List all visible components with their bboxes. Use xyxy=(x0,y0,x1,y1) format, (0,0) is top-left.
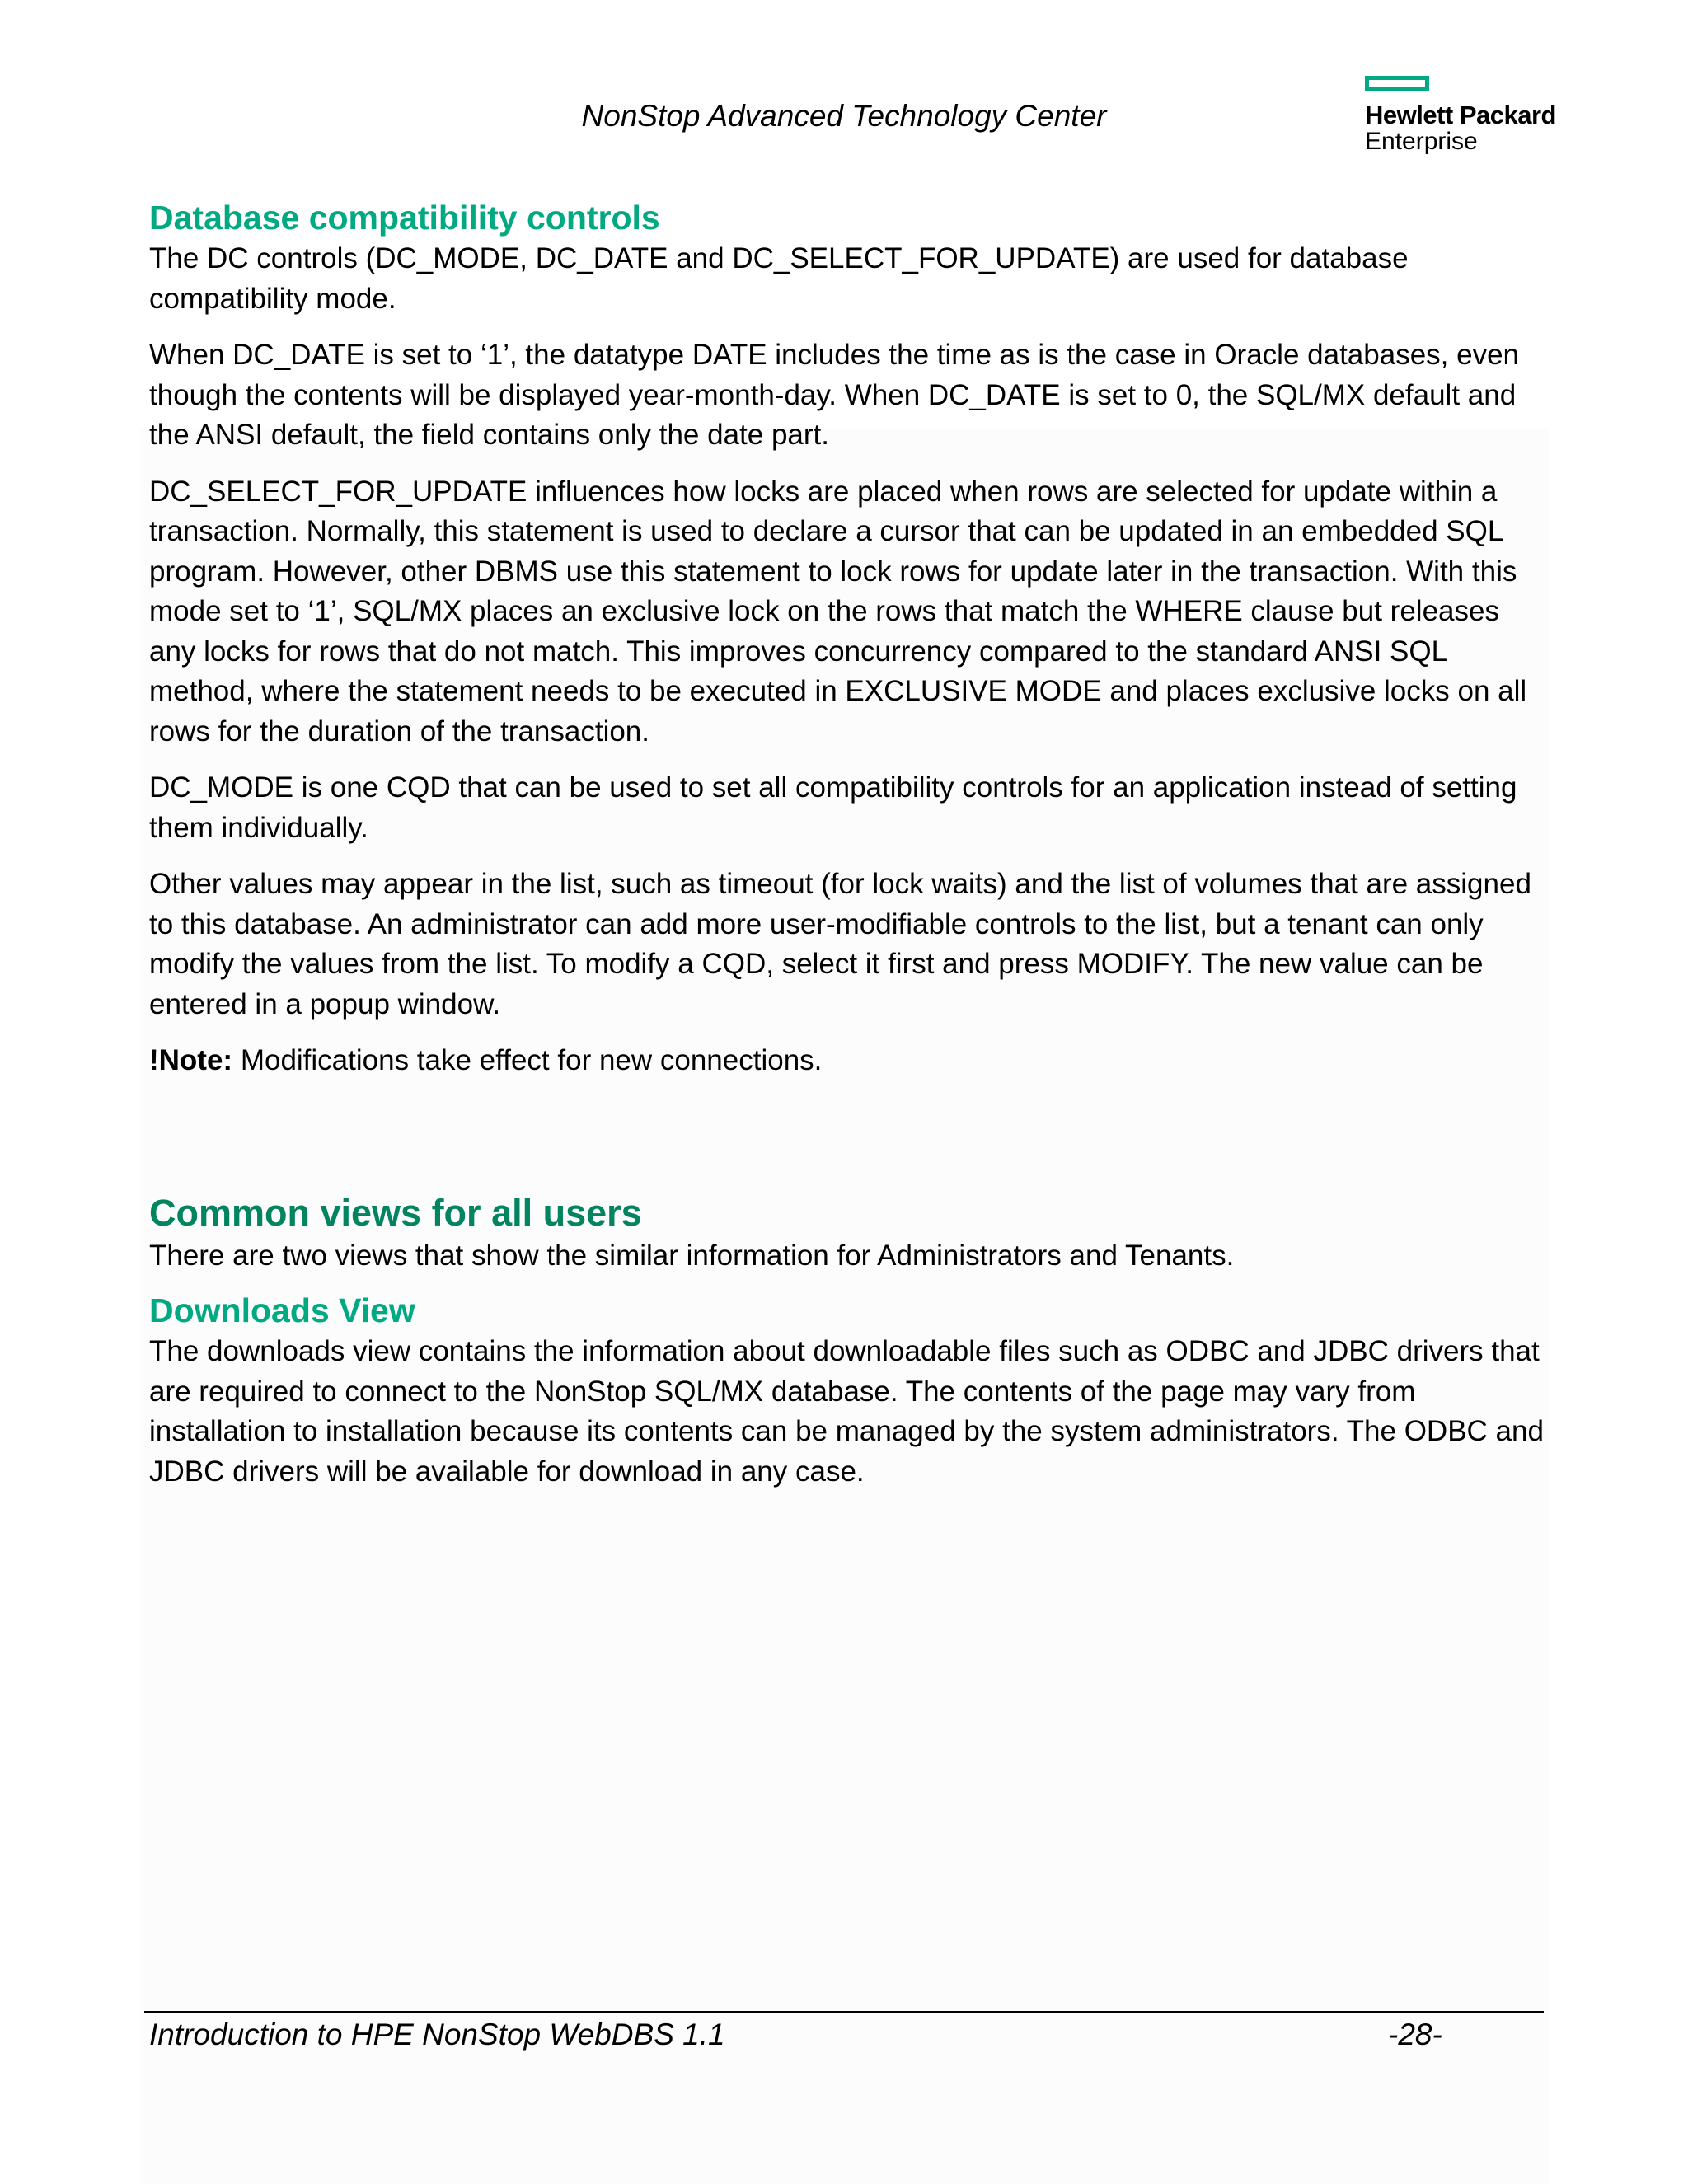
note-label: !Note: xyxy=(149,1044,233,1076)
page-header-title: NonStop Advanced Technology Center xyxy=(581,99,1107,133)
note-text: Modifications take effect for new connections. xyxy=(232,1044,823,1076)
footer-page-number: -28- xyxy=(1388,2018,1442,2051)
paragraph-downloads-view: The downloads view contains the information about downloadable files such as ODBC and JDBC drivers that are required to connect to the NonStop SQL/MX database. The contents of the page may vary from installation to installation because its contents can be managed by the system administrators. The ODBC and JDBC drivers will be available for download in any case. xyxy=(149,1335,1544,1488)
logo-company-subname: Enterprise xyxy=(1365,128,1478,155)
paragraph-common-views: There are two views that show the similar information for Administrators and Tenants. xyxy=(149,1239,1235,1272)
paragraph-dc-mode: DC_MODE is one CQD that can be used to set all compatibility controls for an application instead of setting them individually. xyxy=(149,771,1517,844)
footer-divider xyxy=(144,2011,1544,2013)
section-heading-downloads-view: Downloads View xyxy=(149,1291,415,1329)
section-heading-dc-controls: Database compatibility controls xyxy=(149,199,660,237)
note-paragraph xyxy=(149,1041,1550,1081)
hpe-logo-bar-icon xyxy=(1365,76,1429,91)
paragraph-other-values: Other values may appear in the list, such as timeout (for lock waits) and the list of volumes that are assigned to this database. An administrator can add more user-modifiable controls to the list, but a tenant can only modify the values from the list. To modify a CQD, select it first and press MODIFY. The new value can be entered in a popup window. xyxy=(149,868,1531,1020)
paragraph-dc-select-for-update: DC_SELECT_FOR_UPDATE influences how locks are placed when rows are selected for update within a transaction. Normally, this statement is used to declare a cursor that can be updated in an embedded SQL program. However, other DBMS use this statement to lock rows for update later in the transaction. With this mode set to ‘1’, SQL/MX places an exclusive lock on the rows that match the WHERE clause but releases any locks for rows that do not match. This improves concurrency compared to the standard ANSI SQL method, where the statement needs to be executed in EXCLUSIVE MODE and places exclusive locks on all rows for the duration of the transaction. xyxy=(149,475,1527,748)
page-body xyxy=(149,196,1550,1508)
paragraph-dc-intro: The DC controls (DC_MODE, DC_DATE and DC_SELECT_FOR_UPDATE) are used for database compatibility mode. xyxy=(149,242,1409,315)
footer-document-title: Introduction to HPE NonStop WebDBS 1.1 xyxy=(149,2018,725,2051)
hpe-logo xyxy=(1365,76,1563,158)
paragraph-dc-date: When DC_DATE is set to ‘1’, the datatype DATE includes the time as is the case in Oracle databases, even though the contents will be displayed year-month-day. When DC_DATE is set to 0, the SQL/MX default and the ANSI default, the field contains only the date part. xyxy=(149,339,1520,451)
section-heading-common-views: Common views for all users xyxy=(149,1191,642,1234)
logo-company-name: Hewlett Packard xyxy=(1365,101,1556,129)
